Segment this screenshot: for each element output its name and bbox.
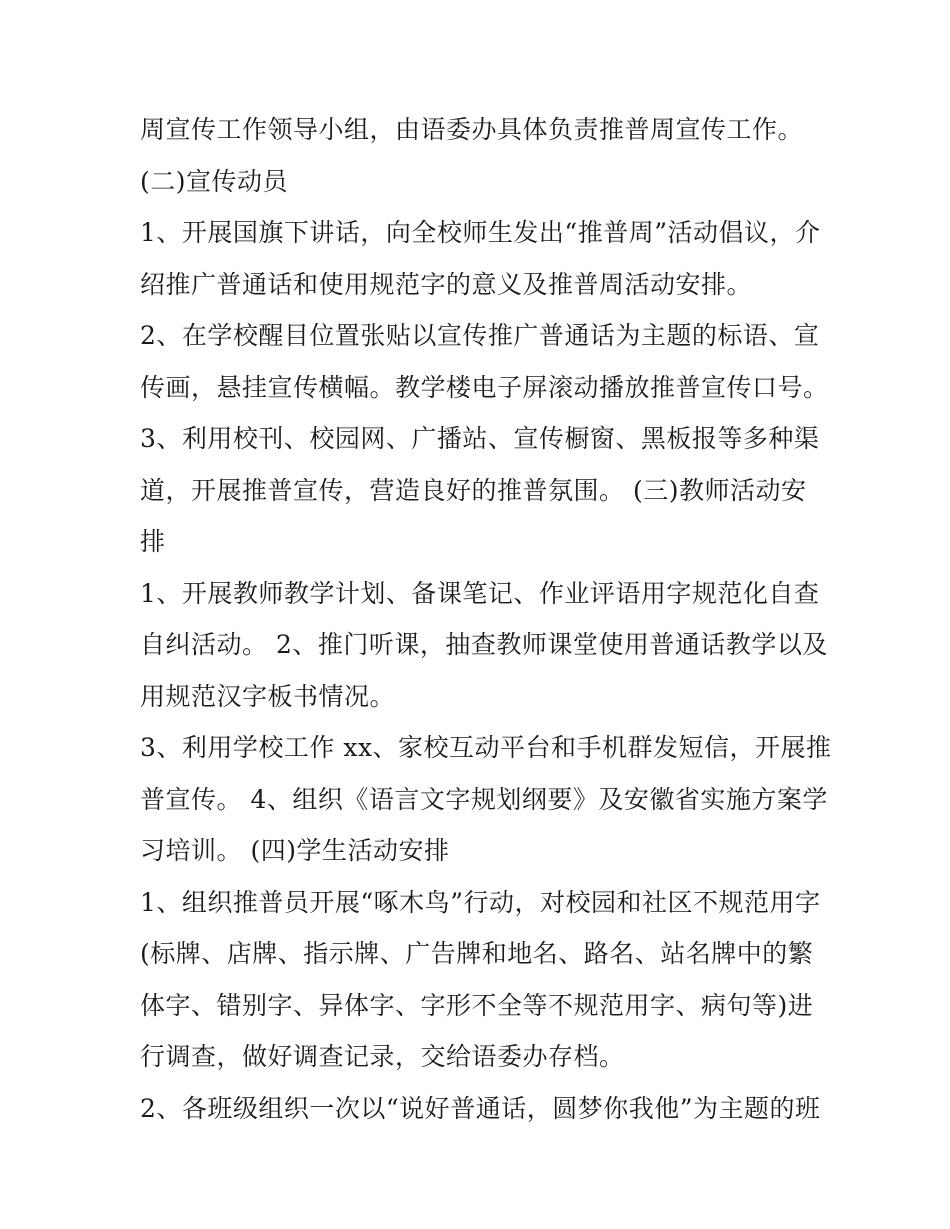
text-line: 传画，悬挂宣传横幅。教学楼电子屏滚动播放推普宣传口号。 bbox=[140, 372, 829, 402]
document-body bbox=[140, 104, 832, 1134]
text-line: 普宣传。 4、组织《语言文字规划纲要》及安徽省实施方案学 bbox=[140, 784, 828, 814]
section-heading: (二)宣传动员 bbox=[140, 166, 289, 196]
text-line: 1、组织推普员开展“啄木鸟”行动，对校园和社区不规范用字 bbox=[140, 887, 821, 917]
text-line: 行调查，做好调查记录，交给语委办存档。 bbox=[140, 1042, 625, 1071]
text-line: 排 bbox=[140, 527, 166, 556]
text-line: 3、利用校刊、校园网、广播站、宣传橱窗、黑板报等多种渠 bbox=[140, 424, 820, 453]
text-line: 2、在学校醒目位置张贴以宣传推广普通话为主题的标语、宣 bbox=[140, 321, 820, 350]
text-line: 体字、错别字、异体字、字形不全等不规范用字、病句等)进 bbox=[140, 990, 814, 1020]
text-line: (标牌、店牌、指示牌、广告牌和地名、路名、站名牌中的繁 bbox=[140, 939, 814, 968]
text-line: 用规范汉字板书情况。 bbox=[140, 681, 396, 711]
text-line: 习培训。 (四)学生活动安排 bbox=[140, 836, 450, 865]
text-line: 2、各班级组织一次以“说好普通话，圆梦你我他”为主题的班 bbox=[140, 1093, 821, 1123]
text-line: 1、开展教师教学计划、备课笔记、作业评语用字规范化自查 bbox=[140, 578, 820, 608]
text-line: 周宣传工作领导小组，由语委办具体负责推普周宣传工作。 bbox=[140, 115, 804, 144]
text-line: 绍推广普通话和使用规范字的意义及推普周活动安排。 bbox=[140, 269, 753, 299]
text-line: 1、开展国旗下讲话，向全校师生发出“推普周”活动倡议，介 bbox=[140, 218, 821, 247]
text-line: 道，开展推普宣传，营造良好的推普氛围。 (三)教师活动安 bbox=[140, 475, 807, 505]
text-line: 3、利用学校工作 xx、家校互动平台和手机群发短信，开展推 bbox=[140, 733, 832, 762]
text-line: 自纠活动。 2、推门听课，抽查教师课堂使用普通话教学以及 bbox=[140, 630, 828, 659]
